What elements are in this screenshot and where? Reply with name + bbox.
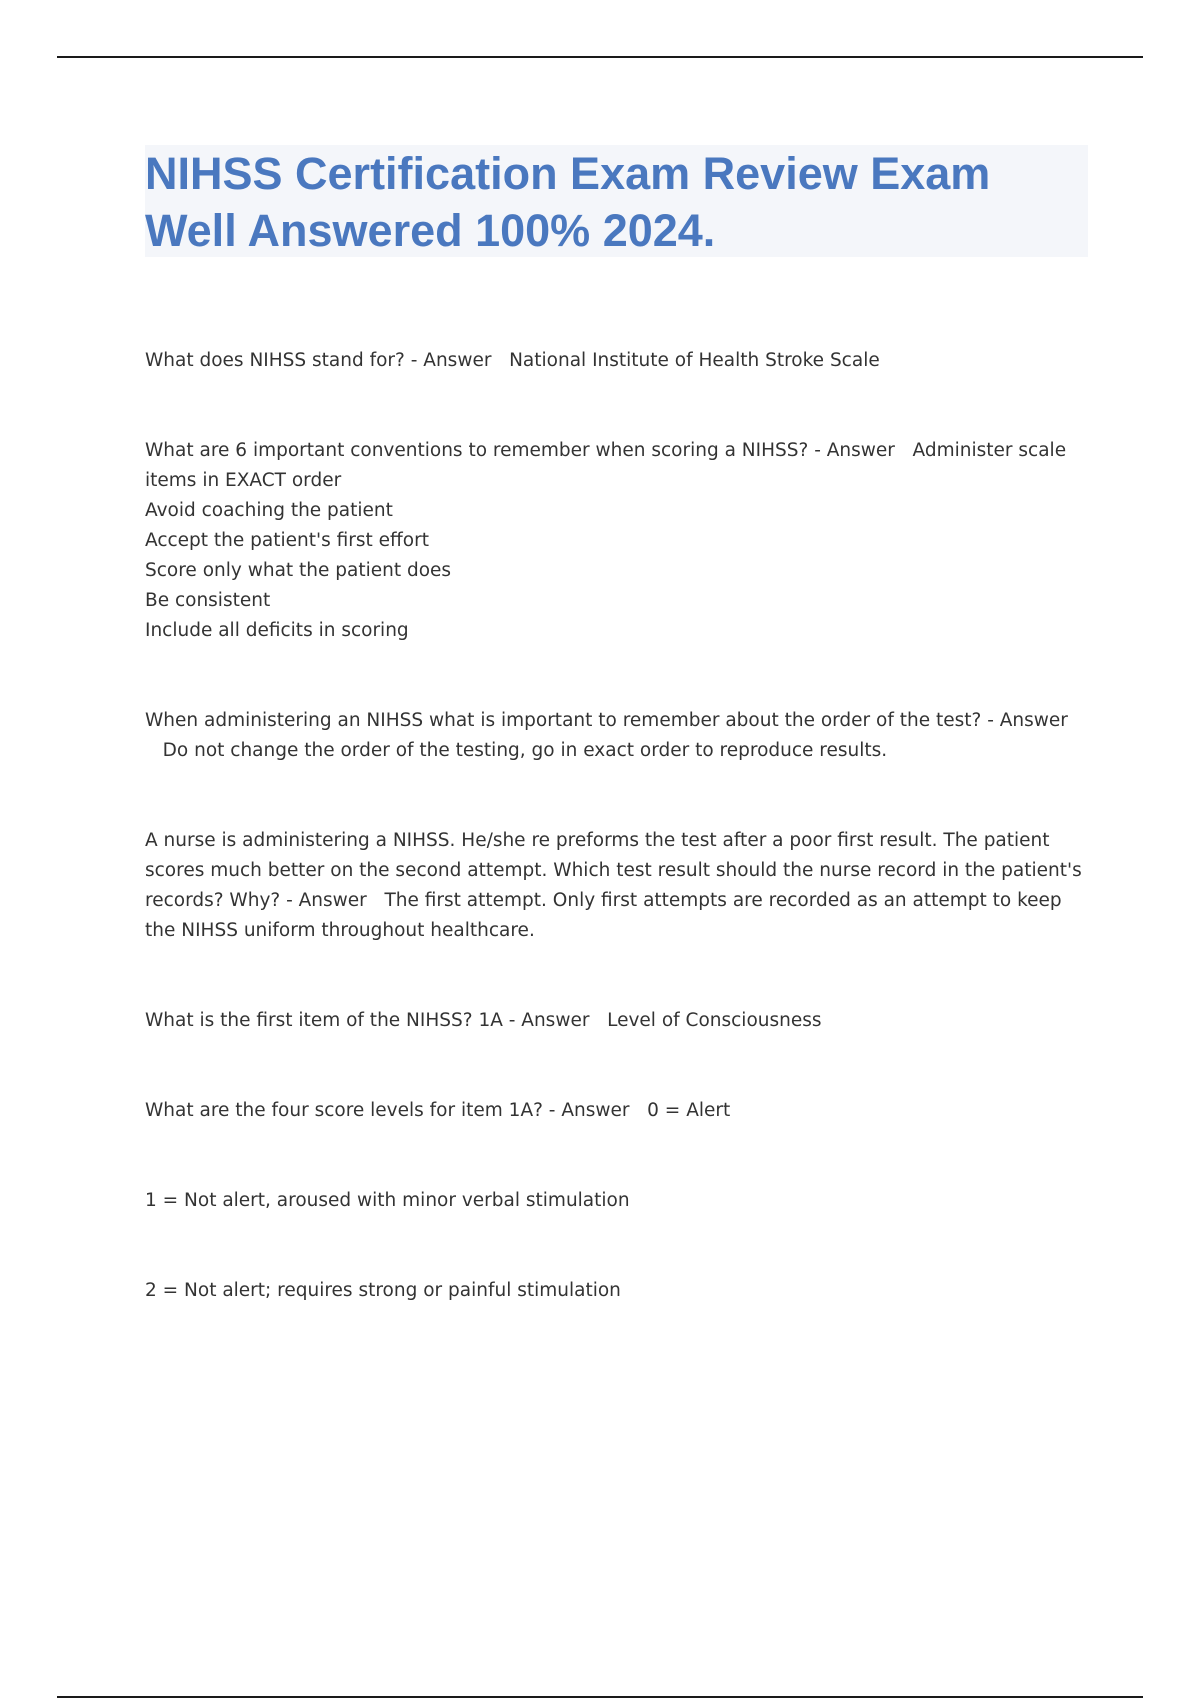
page-title: NIHSS Certification Exam Review Exam Well Answered 100% 2024. (145, 148, 991, 256)
qa-line (145, 1006, 1095, 1036)
qa-line (145, 346, 1095, 376)
answer-text: National Institute of Health Stroke Scale (509, 350, 880, 371)
qa-line (145, 436, 1095, 496)
answer-text: 0 = Alert (647, 1100, 731, 1121)
question-text: What are the four score levels for item 1A? - Answer (145, 1100, 630, 1121)
answer-text: Administer scale items in EXACT order (145, 440, 1067, 491)
question-text: What is the first item of the NIHSS? 1A - Answer (145, 1010, 590, 1031)
title-banner (145, 145, 1088, 257)
question-text: What does NIHSS stand for? - Answer (145, 350, 492, 371)
convention-item: Avoid coaching the patient (145, 500, 393, 521)
qa-line (145, 1096, 1095, 1126)
score-level-item (145, 1276, 1095, 1306)
qa-item (145, 346, 1095, 376)
question-text: What are 6 important conventions to remember when scoring a NIHSS? - Answer (145, 440, 895, 461)
qa-line (145, 826, 1095, 946)
qa-item (145, 706, 1095, 766)
document-body (145, 346, 1095, 1366)
convention-item: Include all deficits in scoring (145, 620, 409, 641)
qa-item (145, 1096, 1095, 1126)
qa-item (145, 436, 1095, 646)
score-level-text: 1 = Not alert, aroused with minor verbal stimulation (145, 1190, 630, 1211)
score-level-item (145, 1186, 1095, 1216)
bottom-rule (57, 1696, 1143, 1698)
answer-text: Level of Consciousness (607, 1010, 822, 1031)
qa-item (145, 826, 1095, 946)
convention-item: Score only what the patient does (145, 560, 452, 581)
question-text: When administering an NIHSS what is important to remember about the order of the test? - Answer (145, 710, 1068, 731)
qa-line (145, 706, 1095, 766)
convention-item: Be consistent (145, 590, 271, 611)
answer-text: Do not change the order of the testing, go in exact order to reproduce results. (162, 740, 888, 761)
answer-text: The first attempt. Only first attempts are recorded as an attempt to keep the NIHSS uniform throughout healthcare. (145, 890, 1062, 941)
convention-item: Accept the patient's first effort (145, 530, 429, 551)
score-level-text: 2 = Not alert; requires strong or painful stimulation (145, 1280, 621, 1301)
question-text: A nurse is administering a NIHSS. He/she re preforms the test after a poor first result. The patient scores much better on the second attempt. Which test result should the nurse record in the patient's records? Why? - Answer (145, 830, 1082, 911)
top-rule (57, 56, 1143, 58)
qa-item (145, 1006, 1095, 1036)
